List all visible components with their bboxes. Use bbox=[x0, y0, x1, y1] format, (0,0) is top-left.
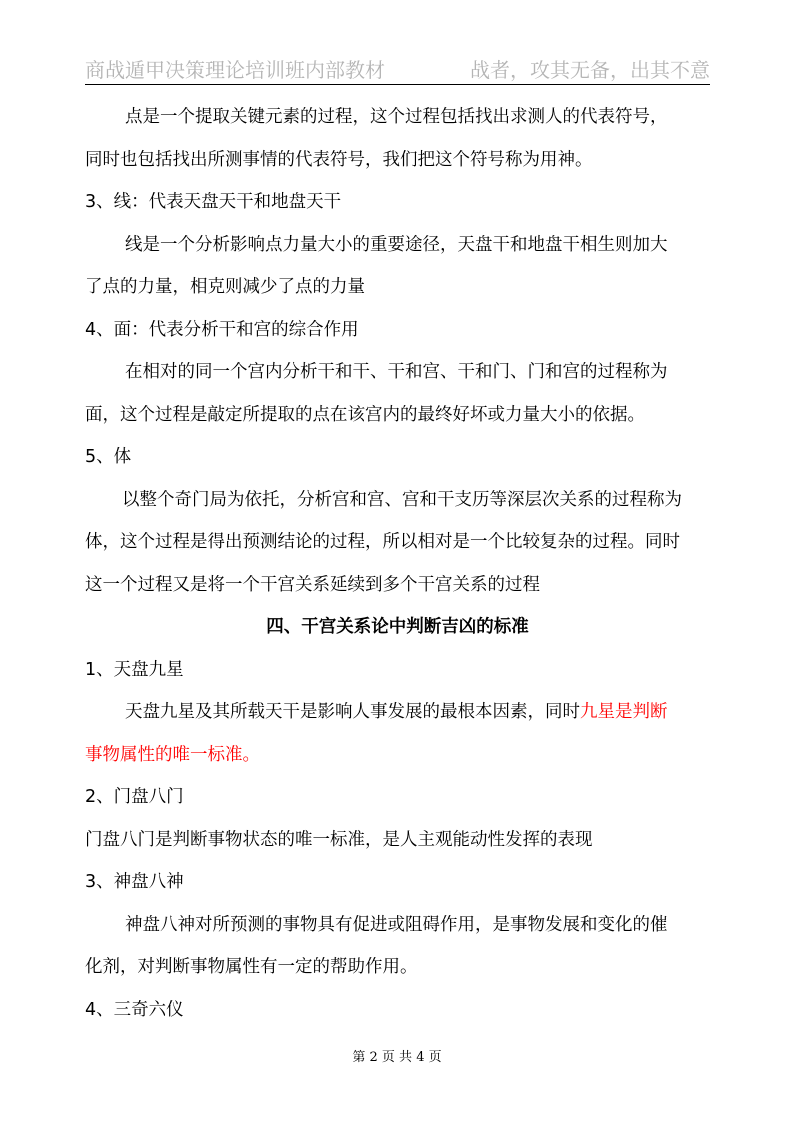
list-item-heading: 3、神盘八神 bbox=[85, 872, 184, 892]
header-course-title: 商战遁甲决策理论培训班内部教材 bbox=[85, 58, 385, 82]
highlighted-text: 九星是判断 bbox=[580, 702, 668, 722]
paragraph-line: 以整个奇门局为依托，分析宫和宫、宫和干支历等深层次关系的过程称为 bbox=[122, 489, 682, 510]
header-divider bbox=[85, 84, 710, 85]
page-number: 第 2 页 共 4 页 bbox=[352, 1050, 442, 1065]
paragraph-line: 了点的力量，相克则减少了点的力量 bbox=[85, 277, 365, 297]
list-item-heading: 1、天盘九星 bbox=[85, 659, 184, 680]
paragraph-line: 这一个过程又是将一个干宫关系延续到多个干宫关系的过程 bbox=[85, 574, 540, 595]
paragraph-text: 天盘九星及其所载天干是影响人事发展的最根本因素，同时 bbox=[125, 702, 580, 722]
highlighted-text: 事物属性的唯一标准。 bbox=[85, 744, 260, 765]
paragraph-line: 同时也包括找出所测事情的代表符号，我们把这个符号称为用神。 bbox=[85, 149, 593, 170]
list-item-heading: 4、面：代表分析干和宫的综合作用 bbox=[85, 319, 359, 340]
paragraph-line: 门盘八门是判断事物状态的唯一标准，是人主观能动性发挥的表现 bbox=[85, 829, 593, 850]
running-header bbox=[85, 54, 710, 84]
paragraph-line: 在相对的同一个宫内分析干和干、干和宫、干和门、门和宫的过程称为 bbox=[125, 362, 668, 382]
paragraph-line: 化剂，对判断事物属性有一定的帮助作用。 bbox=[85, 957, 418, 977]
page-body bbox=[85, 96, 710, 1031]
paragraph-line: 神盘八神对所预测的事物具有促进或阻碍作用，是事物发展和变化的催 bbox=[125, 914, 668, 935]
paragraph-line: 线是一个分析影响点力量大小的重要途径，天盘干和地盘干相生则加大 bbox=[125, 234, 668, 255]
paragraph-line: 点是一个提取关键元素的过程，这个过程包括找出求测人的代表符号， bbox=[125, 107, 668, 127]
section-heading: 四、干宫关系论中判断吉凶的标准 bbox=[266, 617, 529, 637]
header-motto: 战者，攻其无备，出其不意 bbox=[470, 58, 710, 82]
paragraph-line: 体，这个过程是得出预测结论的过程，所以相对是一个比较复杂的过程。同时 bbox=[85, 532, 680, 552]
paragraph-line bbox=[85, 691, 710, 734]
list-item-heading: 4、三奇六仪 bbox=[85, 999, 184, 1020]
paragraph-line: 面，这个过程是敲定所提取的点在该宫内的最终好坏或力量大小的依据。 bbox=[85, 404, 645, 425]
list-item-heading: 5、体 bbox=[85, 447, 132, 467]
list-item-heading: 3、线：代表天盘天干和地盘天干 bbox=[85, 192, 342, 212]
list-item-heading: 2、门盘八门 bbox=[85, 787, 184, 807]
